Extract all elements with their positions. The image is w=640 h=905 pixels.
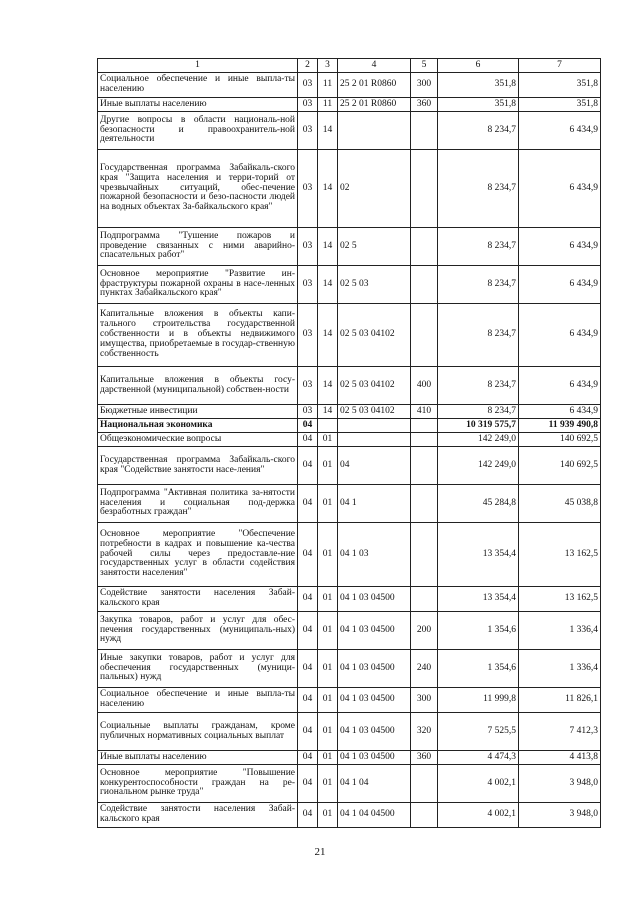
cell-name: Подпрограмма "Тушение пожаров и проведение связанных с ними аварийно-спасательных работ" [98,228,298,266]
cell-subsection: 01 [318,751,338,765]
header-cell: 7 [519,59,601,73]
cell-amount-year2: 7 412,3 [519,713,601,751]
header-row [98,59,601,73]
cell-target-article: 02 5 03 04102 [338,405,411,419]
cell-target-article [338,433,411,447]
cell-subsection: 01 [318,688,338,713]
cell-amount-year2: 6 434,9 [519,304,601,367]
cell-target-article: 25 2 01 R0860 [338,73,411,98]
cell-expense-type [411,419,438,433]
cell-expense-type [411,304,438,367]
cell-name: Социальное обеспечение и иные выпла-ты населению [98,73,298,98]
table-row [98,713,601,751]
table-row [98,650,601,688]
table-row [98,688,601,713]
cell-amount-year1: 13 354,4 [438,523,519,587]
cell-amount-year2: 351,8 [519,98,601,112]
cell-name: Национальная экономика [98,419,298,433]
cell-amount-year1: 351,8 [438,73,519,98]
cell-amount-year2: 6 434,9 [519,405,601,419]
cell-name: Основное мероприятие "Обеспечение потребности в кадрах и повышение ка-чества рабочей силы через предоставле-ние государственных услуг в области содействия занятости населения" [98,523,298,587]
cell-section: 04 [298,447,318,485]
cell-expense-type: 300 [411,73,438,98]
cell-section: 03 [298,405,318,419]
cell-amount-year2: 6 434,9 [519,266,601,304]
cell-target-article: 25 2 01 R0860 [338,98,411,112]
cell-name: Социальные выплаты гражданам, кроме публичных нормативных социальных выплат [98,713,298,751]
table-row [98,367,601,405]
cell-amount-year2: 3 948,0 [519,765,601,803]
cell-amount-year1: 142 249,0 [438,433,519,447]
table-row [98,612,601,650]
cell-subsection: 01 [318,433,338,447]
cell-amount-year1: 10 319 575,7 [438,419,519,433]
cell-amount-year2: 3 948,0 [519,803,601,828]
cell-target-article: 04 1 03 04500 [338,751,411,765]
table-row [98,150,601,228]
cell-amount-year2: 6 434,9 [519,228,601,266]
table-row [98,433,601,447]
cell-expense-type: 300 [411,688,438,713]
cell-amount-year2: 1 336,4 [519,612,601,650]
cell-amount-year1: 4 002,1 [438,803,519,828]
cell-subsection: 01 [318,485,338,523]
cell-amount-year1: 8 234,7 [438,405,519,419]
cell-target-article: 04 1 [338,485,411,523]
cell-name: Капитальные вложения в объекты госу-дарственной (муниципальной) собствен-ности [98,367,298,405]
cell-amount-year1: 45 284,8 [438,485,519,523]
cell-expense-type: 400 [411,367,438,405]
cell-subsection: 14 [318,228,338,266]
cell-section: 04 [298,803,318,828]
budget-table [97,58,601,828]
cell-expense-type [411,112,438,150]
table-row [98,447,601,485]
cell-amount-year2: 140 692,5 [519,433,601,447]
cell-target-article: 04 1 03 04500 [338,650,411,688]
cell-expense-type [411,587,438,612]
cell-amount-year2: 45 038,8 [519,485,601,523]
cell-amount-year1: 142 249,0 [438,447,519,485]
cell-name: Бюджетные инвестиции [98,405,298,419]
cell-section: 04 [298,612,318,650]
table-row [98,98,601,112]
cell-target-article: 04 1 04 04500 [338,803,411,828]
cell-amount-year1: 8 234,7 [438,266,519,304]
cell-amount-year1: 7 525,5 [438,713,519,751]
cell-section: 03 [298,98,318,112]
cell-name: Общеэкономические вопросы [98,433,298,447]
cell-target-article: 04 1 03 04500 [338,713,411,751]
cell-section: 03 [298,304,318,367]
table-row [98,523,601,587]
table-row [98,266,601,304]
cell-section: 03 [298,228,318,266]
cell-section: 03 [298,112,318,150]
cell-target-article: 04 1 03 [338,523,411,587]
cell-section: 04 [298,587,318,612]
cell-section: 03 [298,150,318,228]
cell-target-article: 04 1 03 04500 [338,688,411,713]
cell-name: Иные выплаты населению [98,751,298,765]
cell-section: 03 [298,367,318,405]
cell-expense-type [411,803,438,828]
table-body [98,73,601,828]
cell-target-article [338,112,411,150]
cell-subsection: 14 [318,304,338,367]
cell-subsection: 14 [318,112,338,150]
cell-subsection: 11 [318,73,338,98]
cell-target-article: 02 5 03 [338,266,411,304]
cell-expense-type [411,523,438,587]
table-row [98,765,601,803]
header-cell: 4 [338,59,411,73]
cell-section: 04 [298,433,318,447]
cell-expense-type [411,485,438,523]
cell-section: 04 [298,485,318,523]
cell-expense-type [411,765,438,803]
cell-section: 03 [298,73,318,98]
cell-amount-year1: 8 234,7 [438,112,519,150]
cell-section: 04 [298,419,318,433]
cell-subsection: 01 [318,447,338,485]
cell-expense-type: 360 [411,751,438,765]
cell-name: Государственная программа Забайкаль-ского края "Защита населения и терри-торий от чрезвычайных ситуаций, обес-печение пожарной безопасности и безо-пасности людей на водных объектах За-байкальского края" [98,150,298,228]
cell-amount-year1: 8 234,7 [438,304,519,367]
cell-expense-type: 320 [411,713,438,751]
header-cell: 3 [318,59,338,73]
table-row [98,405,601,419]
cell-subsection [318,419,338,433]
cell-expense-type [411,150,438,228]
cell-expense-type: 200 [411,612,438,650]
cell-amount-year2: 1 336,4 [519,650,601,688]
cell-expense-type: 360 [411,98,438,112]
cell-target-article: 02 5 [338,228,411,266]
cell-name: Иные закупки товаров, работ и услуг для обеспечения государственных (муници-пальных) нужд [98,650,298,688]
cell-amount-year2: 140 692,5 [519,447,601,485]
cell-subsection: 01 [318,523,338,587]
cell-section: 04 [298,713,318,751]
cell-amount-year2: 11 826,1 [519,688,601,713]
header-cell: 1 [98,59,298,73]
cell-amount-year1: 8 234,7 [438,367,519,405]
cell-subsection: 01 [318,713,338,751]
cell-subsection: 01 [318,803,338,828]
cell-name: Социальное обеспечение и иные выпла-ты населению [98,688,298,713]
cell-name: Капитальные вложения в объекты капи-тального строительства государственной собственности и в объекты недвижимого имущества, приобретаемые в государ-ственную собственность [98,304,298,367]
table-row [98,228,601,266]
cell-subsection: 01 [318,650,338,688]
cell-expense-type: 240 [411,650,438,688]
cell-expense-type [411,266,438,304]
cell-target-article: 04 1 04 [338,765,411,803]
cell-amount-year2: 6 434,9 [519,112,601,150]
table-row [98,485,601,523]
table-row [98,419,601,433]
cell-section: 03 [298,266,318,304]
page-number: 21 [314,846,326,858]
header-cell: 5 [411,59,438,73]
cell-subsection: 01 [318,765,338,803]
cell-amount-year2: 13 162,5 [519,523,601,587]
cell-amount-year2: 11 939 490,8 [519,419,601,433]
header-cell: 6 [438,59,519,73]
cell-amount-year2: 6 434,9 [519,367,601,405]
table-row [98,73,601,98]
cell-name: Основное мероприятие "Повышение конкурентоспособности граждан на ре-гиональном рынке труда" [98,765,298,803]
table-row [98,587,601,612]
cell-target-article: 04 [338,447,411,485]
cell-subsection: 14 [318,266,338,304]
cell-amount-year2: 351,8 [519,73,601,98]
cell-name: Закупка товаров, работ и услуг для обес-печения государственных (муниципаль-ных) нужд [98,612,298,650]
cell-name: Иные выплаты населению [98,98,298,112]
cell-amount-year1: 4 002,1 [438,765,519,803]
cell-amount-year1: 1 354,6 [438,612,519,650]
cell-amount-year1: 351,8 [438,98,519,112]
cell-amount-year1: 13 354,4 [438,587,519,612]
table-row [98,803,601,828]
cell-section: 04 [298,523,318,587]
cell-subsection: 11 [318,98,338,112]
cell-amount-year1: 4 474,3 [438,751,519,765]
table-row [98,112,601,150]
cell-amount-year1: 1 354,6 [438,650,519,688]
cell-amount-year1: 11 999,8 [438,688,519,713]
cell-amount-year2: 6 434,9 [519,150,601,228]
cell-target-article: 02 [338,150,411,228]
cell-target-article: 02 5 03 04102 [338,304,411,367]
cell-name: Содействие занятости населения Забай-кальского края [98,587,298,612]
cell-expense-type [411,433,438,447]
cell-target-article [338,419,411,433]
cell-section: 04 [298,765,318,803]
cell-amount-year1: 8 234,7 [438,150,519,228]
cell-section: 04 [298,650,318,688]
cell-subsection: 01 [318,587,338,612]
cell-subsection: 14 [318,405,338,419]
cell-target-article: 04 1 03 04500 [338,587,411,612]
cell-amount-year1: 8 234,7 [438,228,519,266]
cell-name: Основное мероприятие "Развитие ин-фраструктуры пожарной охраны в насе-ленных пунктах Забайкальского края" [98,266,298,304]
header-cell: 2 [298,59,318,73]
cell-subsection: 14 [318,367,338,405]
cell-name: Содействие занятости населения Забай-кальского края [98,803,298,828]
cell-subsection: 14 [318,150,338,228]
cell-name: Государственная программа Забайкаль-ского края "Содействие занятости насе-ления" [98,447,298,485]
cell-expense-type [411,447,438,485]
cell-section: 04 [298,688,318,713]
cell-target-article: 02 5 03 04102 [338,367,411,405]
cell-amount-year2: 13 162,5 [519,587,601,612]
table-row [98,751,601,765]
cell-amount-year2: 4 413,8 [519,751,601,765]
cell-target-article: 04 1 03 04500 [338,612,411,650]
table-row [98,304,601,367]
cell-name: Подпрограмма "Активная политика за-нятости населения и социальная под-держка безработных граждан" [98,485,298,523]
cell-section: 04 [298,751,318,765]
cell-name: Другие вопросы в области националь-ной безопасности и правоохранитель-ной деятельности [98,112,298,150]
cell-expense-type [411,228,438,266]
cell-subsection: 01 [318,612,338,650]
cell-expense-type: 410 [411,405,438,419]
